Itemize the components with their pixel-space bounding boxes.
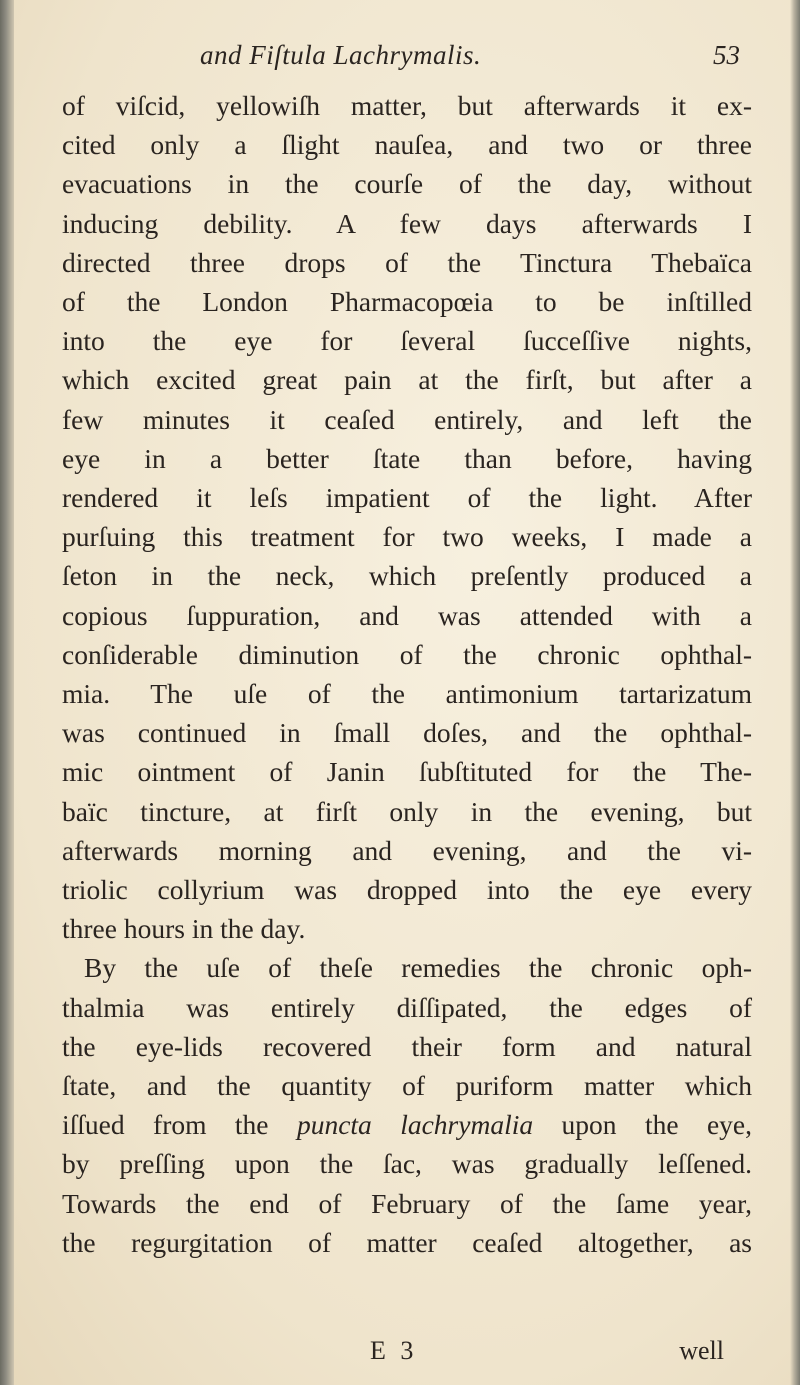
text-line: few minutes it ceaſed entirely, and left the xyxy=(62,403,752,435)
page-footer xyxy=(62,1336,752,1372)
text-line: into the eye for ſeveral ſucceſſive nights, xyxy=(62,325,752,357)
text-line: ſtate, and the quantity of puriform matter which xyxy=(62,1070,752,1102)
signature-mark: E 3 xyxy=(370,1336,418,1365)
text-line: the eye-lids recovered their form and natural xyxy=(62,1030,752,1062)
text-line: was continued in ſmall doſes, and the ophthal- xyxy=(62,717,752,749)
page-spine-shadow xyxy=(0,0,14,1385)
text-line: triolic collyrium was dropped into the eye every xyxy=(62,874,752,906)
page-edge-shadow xyxy=(790,0,800,1385)
catchword: well xyxy=(679,1336,724,1365)
text-line: by preſſing upon the ſac, was gradually leſſened. xyxy=(62,1148,752,1180)
text-line: eye in a better ſtate than before, having xyxy=(62,442,752,474)
text-line: the regurgitation of matter ceaſed altogether, as xyxy=(62,1226,752,1258)
text-line: thalmia was entirely diſſipated, the edges of xyxy=(62,991,752,1023)
text-line: directed three drops of the Tinctura Thebaïca xyxy=(62,246,752,278)
text-line: of viſcid, yellowiſh matter, but afterwards it ex- xyxy=(62,90,752,121)
text-line: purſuing this treatment for two weeks, I made a xyxy=(62,521,752,553)
body-text xyxy=(62,86,752,1262)
text-line: ſeton in the neck, which preſently produced a xyxy=(62,560,752,592)
text-line: mic ointment of Janin ſubſtituted for the The- xyxy=(62,756,752,788)
text-line-paragraph-end: three hours in the day. xyxy=(62,913,306,945)
text-line: mia. The uſe of the antimonium tartarizatum xyxy=(62,678,752,710)
text-line: afterwards morning and evening, and the vi- xyxy=(62,834,752,866)
text-fragment: upon the eye, xyxy=(561,1109,752,1141)
running-head xyxy=(80,40,740,80)
text-line-paragraph-start: By the uſe of theſe remedies the chronic oph- xyxy=(84,952,752,984)
text-line: inducing debility. A few days afterwards I xyxy=(62,207,752,239)
italic-term: punctа lachrymalia xyxy=(296,1109,534,1141)
running-head-title: and Fiſtula Lachrymalis. xyxy=(200,40,482,70)
text-line-mixed xyxy=(62,1105,752,1144)
page-number: 53 xyxy=(713,40,740,70)
text-line: which excited great pain at the firſt, but after a xyxy=(62,364,752,396)
text-line: Towards the end of February of the ſame year, xyxy=(62,1187,752,1219)
text-line: of the London Pharmacopœia to be inſtilled xyxy=(62,286,752,318)
text-line: cited only a ſlight nauſea, and two or three xyxy=(62,129,752,161)
text-line: conſiderable diminution of the chronic ophthal- xyxy=(62,638,752,670)
text-line: rendered it leſs impatient of the light. After xyxy=(62,482,752,514)
text-line: evacuations in the courſe of the day, without xyxy=(62,168,752,200)
text-fragment: iſſued from the xyxy=(62,1109,269,1141)
text-line: copious ſuppuration, and was attended with a xyxy=(62,599,752,631)
text-line: baïc tincture, at firſt only in the evening, but xyxy=(62,795,752,827)
